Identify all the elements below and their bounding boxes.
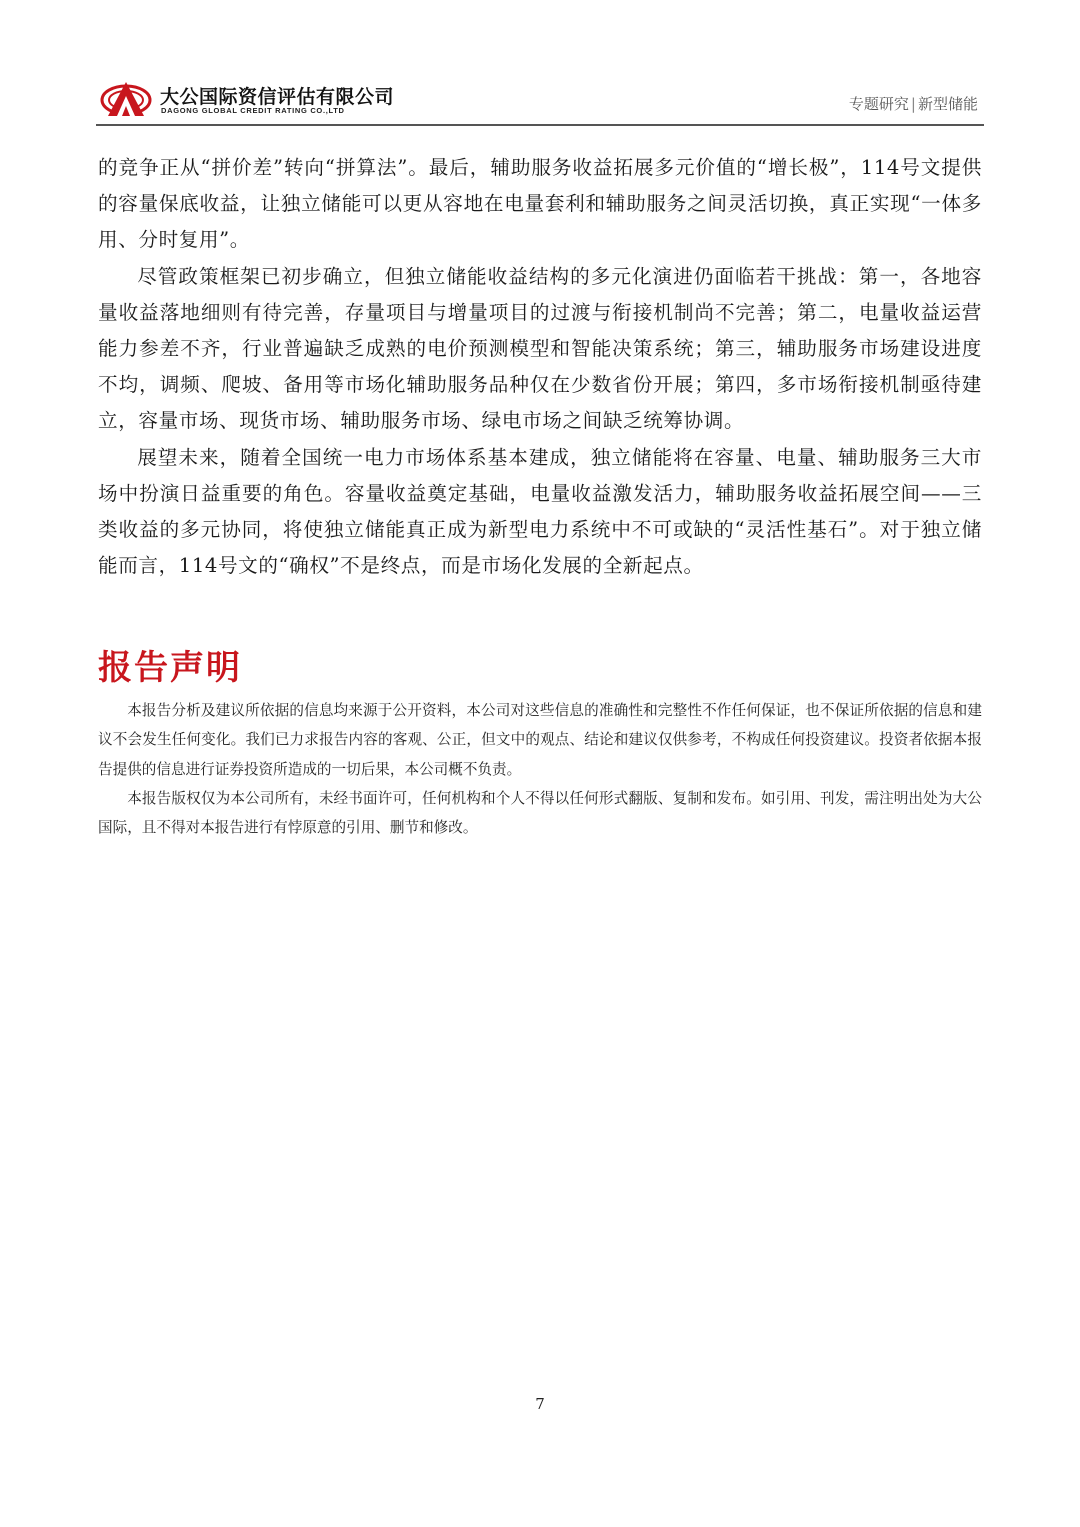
statement-paragraph-2: 本报告版权仅为本公司所有，未经书面许可，任何机构和个人不得以任何形式翻版、复制和发布。如引用、刊发，需注明出处为大公国际，且不得对本报告进行有悖原意的引用、删节和修改。: [98, 789, 982, 837]
statement-body: [98, 696, 982, 842]
dagong-logo-icon: [100, 80, 152, 118]
page-header: [96, 76, 984, 124]
body-text: [98, 150, 982, 584]
topic-label: 新型储能: [917, 95, 978, 113]
statement-title: 报告声明: [98, 648, 242, 688]
company-name-en: DAGONG GLOBAL CREDIT RATING CO.,LTD: [161, 106, 345, 115]
tag-separator: |: [910, 95, 916, 113]
body-paragraph-1: 的竞争正从“拼价差”转向“拼算法”。最后，辅助服务收益拓展多元价值的“增长极”，114号文提供的容量保底收益，让独立储能可以更从容地在电量套利和辅助服务之间灵活切换，真正实现“一体多用、分时复用”。: [98, 156, 982, 252]
category-label: 专题研究: [848, 95, 909, 113]
report-category-tag: [849, 93, 978, 114]
body-paragraph-3: 展望未来，随着全国统一电力市场体系基本建成，独立储能将在容量、电量、辅助服务三大市场中扮演日益重要的角色。容量收益奠定基础，电量收益激发活力，辅助服务收益拓展空间——三类收益的多元协同，将使独立储能真正成为新型电力系统中不可或缺的“灵活性基石”。对于独立储能而言，114号文的“确权”不是终点，而是市场化发展的全新起点。: [98, 445, 982, 578]
page-number: 7: [535, 1395, 545, 1413]
body-paragraph-2: 尽管政策框架已初步确立，但独立储能收益结构的多元化演进仍面临若干挑战：第一，各地容量收益落地细则有待完善，存量项目与增量项目的过渡与衔接机制尚不完善；第二，电量收益运营能力参差不齐，行业普遍缺乏成熟的电价预测模型和智能决策系统；第三，辅助服务市场建设进度不均，调频、爬坡、备用等市场化辅助服务品种仅在少数省份开展；第四，多市场衔接机制亟待建立，容量市场、现货市场、辅助服务市场、绿电市场之间缺乏统筹协调。: [98, 264, 982, 433]
header-divider: [96, 124, 984, 126]
statement-paragraph-1: 本报告分析及建议所依据的信息均来源于公开资料，本公司对这些信息的准确性和完整性不作任何保证，也不保证所依据的信息和建议不会发生任何变化。我们已力求报告内容的客观、公正，但文中的观点、结论和建议仅供参考，不构成任何投资建议。投资者依据本报告提供的信息进行证券投资所造成的一切后果，本公司概不负责。: [98, 702, 982, 778]
company-name-cn: 大公国际资信评估有限公司: [160, 86, 395, 108]
